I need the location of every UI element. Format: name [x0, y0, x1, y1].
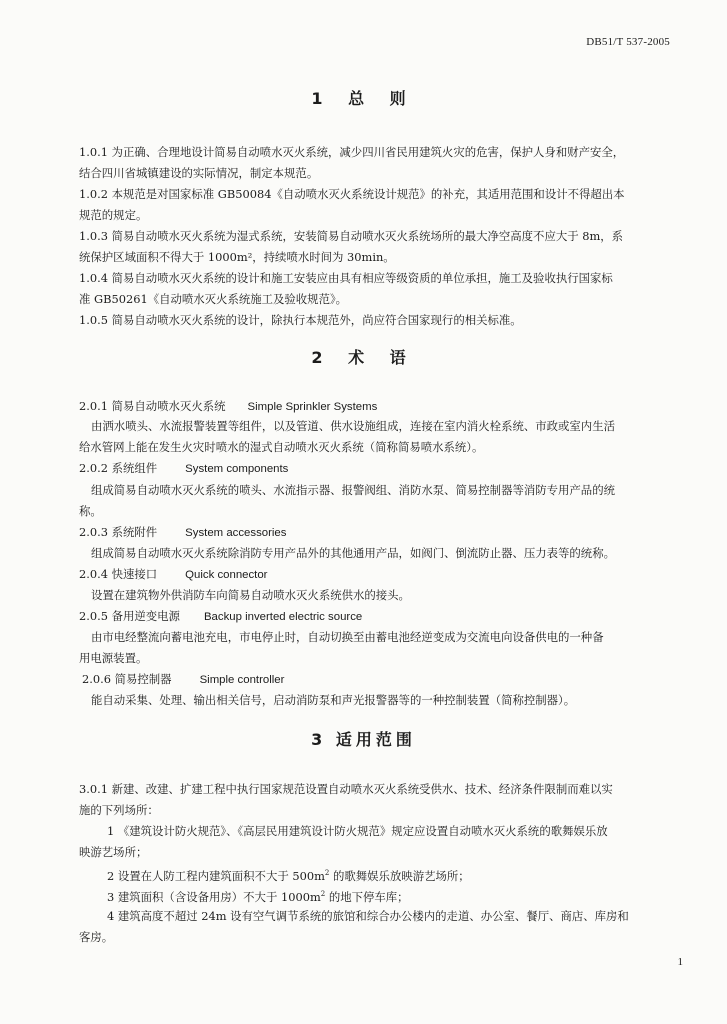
term-2-0-1-zh: 2.0.1 简易自动喷水灭火系统 [79, 399, 226, 413]
term-2-0-4-def: 设置在建筑物外供消防车向简易自动喷水灭火系统供水的接头。 [91, 588, 410, 602]
term-2-0-6-en: Simple controller [199, 674, 285, 686]
term-2-0-6-zh: 2.0.6 简易控制器 [82, 672, 172, 686]
term-2-0-3-def: 组成简易自动喷水灭火系统除消防专用产品外的其他通用产品，如阀门、倒流防止器、压力表等的统称。 [91, 546, 615, 560]
term-2-0-5-def-line2: 用电源装置。 [79, 651, 148, 665]
item-4-line2: 客房。 [79, 930, 114, 944]
section-3-title: 3 适用范围 [311, 730, 416, 749]
clause-3-0-1-line1: 3.0.1 新建、改建、扩建工程中执行国家规范设置自动喷水灭火系统受供水、技术、经济条件限制而难以实 [79, 782, 613, 796]
term-2-0-2-def-line2: 称。 [79, 504, 102, 518]
item-1-line1: 1 《建筑设计防火规范》、《高层民用建筑设计防火规范》规定应设置自动喷水灭火系统的歌舞娱乐放 [107, 824, 608, 838]
section-1-title: 1 总 则 [311, 89, 416, 108]
clause-1-0-1-line1: 1.0.1 为正确、合理地设计简易自动喷水灭火系统，减少四川省民用建筑火灾的危害，保护人身和财产安全， [79, 145, 625, 159]
term-2-0-5-def-line1: 由市电经整流向蓄电池充电，市电停止时，自动切换至由蓄电池经逆变成为交流电向设备供电的一种备 [91, 630, 604, 644]
term-2-0-3-zh: 2.0.3 系统附件 [79, 525, 158, 539]
item-2: 2 设置在人防工程内建筑面积不大于 $500m^2$ 的歌舞娱乐放映游艺场所； [107, 868, 470, 883]
clause-1-0-2-line1: 1.0.2 本规范是对国家标准 GB50084《自动喷水灭火系统设计规范》的补充，其适用范围和设计不得超出本 [79, 187, 625, 201]
term-2-0-2-def-line1: 组成简易自动喷水灭火系统的喷头、水流指示器、报警阀组、消防水泵、简易控制器等消防专用产品的统 [91, 483, 615, 497]
term-2-0-2-zh: 2.0.2 系统组件 [79, 461, 158, 475]
clause-1-0-3-line1: 1.0.3 简易自动喷水灭火系统为湿式系统，安装简易自动喷水灭火系统场所的最大净空高度不应大于 8m，系 [79, 229, 624, 243]
term-2-0-1-en: Simple Sprinkler Systems [247, 401, 378, 413]
term-2-0-1 [79, 399, 377, 414]
item-3: 3 建筑面积（含设备用房）不大于 $1000m^2$ 的地下停车库； [107, 889, 409, 904]
term-2-0-3-en: System accessories [185, 527, 287, 539]
clause-1-0-1-line2: 结合四川省城镇建设的实际情况，制定本规范。 [79, 166, 319, 180]
term-2-0-6 [82, 672, 284, 687]
term-2-0-3 [79, 525, 286, 540]
clause-3-0-1-line2: 施的下列场所： [79, 803, 159, 817]
clause-1-0-4-line1: 1.0.4 简易自动喷水灭火系统的设计和施工安装应由具有相应等级资质的单位承担，施工及验收执行国家标 [79, 271, 613, 285]
item-4-line1: 4 建筑高度不超过 24m 设有空气调节系统的旅馆和综合办公楼内的走道、办公室、餐厅、商店、库房和 [107, 909, 629, 923]
term-2-0-4-zh: 2.0.4 快速接口 [79, 567, 158, 581]
term-2-0-4-en: Quick connector [185, 569, 268, 581]
clause-1-0-5: 1.0.5 简易自动喷水灭火系统的设计，除执行本规范外，尚应符合国家现行的相关标准。 [79, 313, 522, 327]
section-2-title: 2 术 语 [311, 348, 416, 367]
item-1-line2: 映游艺场所； [79, 845, 148, 859]
term-2-0-1-def-line2: 给水管网上能在发生火灾时喷水的湿式自动喷水灭火系统（简称简易喷水系统）。 [79, 440, 484, 454]
page-number: 1 [677, 956, 683, 968]
term-2-0-5 [79, 609, 362, 624]
standard-number: DB51/T 537-2005 [586, 36, 670, 48]
clause-1-0-4-line2: 准 GB50261《自动喷水灭火系统施工及验收规范》。 [79, 292, 348, 306]
term-2-0-5-en: Backup inverted electric source [203, 611, 363, 623]
term-2-0-4 [79, 567, 267, 582]
term-2-0-5-zh: 2.0.5 备用逆变电源 [79, 609, 180, 623]
term-2-0-1-def-line1: 由洒水喷头、水流报警装置等组件，以及管道、供水设施组成，连接在室内消火栓系统、市政或室内生活 [91, 419, 615, 433]
term-2-0-2 [79, 461, 288, 476]
clause-1-0-3-line2: 统保护区域面积不得大于 1000m²，持续喷水时间为 30min。 [79, 250, 395, 264]
term-2-0-6-def: 能自动采集、处理、输出相关信号，启动消防泵和声光报警器等的一种控制装置（简称控制器）。 [91, 693, 576, 707]
term-2-0-2-en: System components [185, 463, 289, 475]
clause-1-0-2-line2: 规范的规定。 [79, 208, 148, 222]
